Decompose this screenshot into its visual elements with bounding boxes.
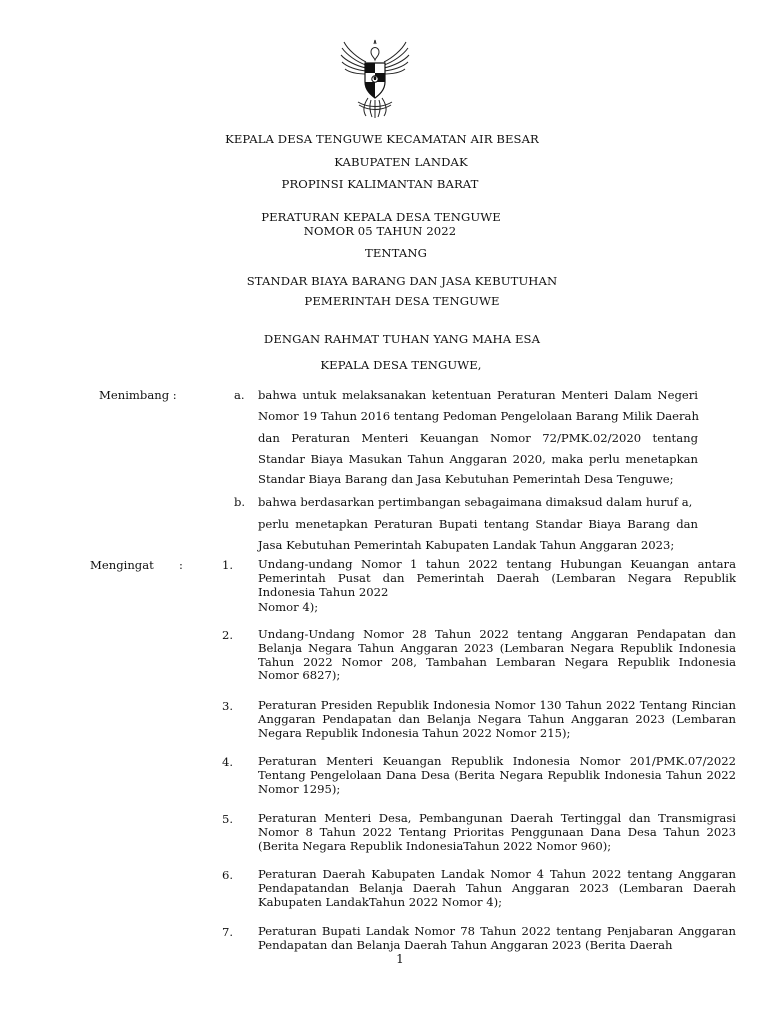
list-item-text: Peraturan Presiden Republik Indonesia Nomor 130 Tahun 2022 Tentang Rincian Anggaran Pendapatan dan Belanja Negara Tahun Anggaran 2023 (Lembaran Negara Republik Indonesia Tahun 2022 Nomor 215); <box>258 698 736 740</box>
list-item-text: Peraturan Menteri Keuangan Republik Indonesia Nomor 201/PMK.07/2022 Tentang Pengelolaan Dana Desa (Berita Negara Republik Indonesia Tahun 2022 Nomor 1295); <box>258 754 736 796</box>
menimbang-marker-a: a. <box>234 388 245 402</box>
grace-line: DENGAN RAHMAT TUHAN YANG MAHA ESA <box>263 332 541 346</box>
authority-line: KEPALA DESA TENGUWE, <box>320 358 482 372</box>
menimbang-b-line: Jasa Kebutuhan Pemerintah Kabupaten Landak Tahun Anggaran 2023; <box>258 538 675 552</box>
item-number: 6. <box>222 868 234 882</box>
about-heading: TENTANG <box>365 246 427 260</box>
item-number: 2. <box>222 628 234 642</box>
list-item-text: Peraturan Daerah Kabupaten Landak Nomor 4 Tahun 2022 tentang Anggaran Pendapatandan Belanja Daerah Tahun Anggaran 2023 (Lembaran Daerah Kabupaten LandakTahun 2022 Nomor 4); <box>258 867 736 909</box>
menimbang-marker-b: b. <box>234 495 246 509</box>
garuda-emblem-icon <box>338 38 412 120</box>
mengingat-label: Mengingat <box>90 558 154 572</box>
header-line-2: KABUPATEN LANDAK <box>334 155 468 169</box>
page-number: 1 <box>396 952 404 966</box>
header-line-1: KEPALA DESA TENGUWE KECAMATAN AIR BESAR <box>225 132 539 146</box>
menimbang-a-line: Standar Biaya Barang dan Jasa Kebutuhan Pemerintah Desa Tenguwe; <box>258 472 674 486</box>
menimbang-a-line: bahwa untuk melaksanakan ketentuan Peraturan Menteri Dalam Negeri <box>258 388 698 402</box>
subject-line-2: PEMERINTAH DESA TENGUWE <box>304 294 500 308</box>
list-item-text: Peraturan Bupati Landak Nomor 78 Tahun 2022 tentang Penjabaran Anggaran Pendapatan dan Belanja Daerah Tahun Anggaran 2023 (Berita Daerah <box>258 925 736 952</box>
menimbang-label: Menimbang : <box>99 388 177 402</box>
list-item-text: Undang-undang Nomor 1 tahun 2022 tentang Hubungan Keuangan antara Pemerintah Pusat dan Pemerintah Daerah (Lembaran Negara Republik Indonesia Tahun 2022 <box>258 557 736 599</box>
list-item-text-tail: Nomor 4); <box>258 600 319 614</box>
mengingat-colon: : <box>179 558 183 572</box>
menimbang-a-line: dan Peraturan Menteri Keuangan Nomor 72/PMK.02/2020 tentang <box>258 431 698 445</box>
item-number: 7. <box>222 925 234 939</box>
menimbang-b-line: bahwa berdasarkan pertimbangan sebagaimana dimaksud dalam huruf a, <box>258 495 693 509</box>
item-number: 3. <box>222 699 234 713</box>
menimbang-a-line: Nomor 19 Tahun 2016 tentang Pedoman Pengelolaan Barang Milik Daerah <box>258 409 699 423</box>
item-number: 1. <box>222 558 234 572</box>
list-item-text: Undang-Undang Nomor 28 Tahun 2022 tentang Anggaran Pendapatan dan Belanja Negara Tahun Anggaran 2023 (Lembaran Negara Republik Indonesia Tahun 2022 Nomor 208, Tambahan Lembaran Negara Republik Indonesia Nomor 6827); <box>258 627 736 683</box>
menimbang-a-line: Standar Biaya Masukan Tahun Anggaran 2020, maka perlu menetapkan <box>258 452 698 466</box>
header-line-3: PROPINSI KALIMANTAN BARAT <box>281 177 479 191</box>
regulation-title: PERATURAN KEPALA DESA TENGUWE <box>261 210 501 224</box>
item-number: 4. <box>222 755 234 769</box>
list-item-text: Peraturan Menteri Desa, Pembangunan Daerah Tertinggal dan Transmigrasi Nomor 8 Tahun 2022 Tentang Prioritas Penggunaan Dana Desa Tahun 2023 (Berita Negara Republik IndonesiaTahun 2022 Nomor 960); <box>258 811 736 853</box>
item-number: 5. <box>222 812 234 826</box>
subject-line-1: STANDAR BIAYA BARANG DAN JASA KEBUTUHAN <box>246 274 558 288</box>
regulation-number: NOMOR 05 TAHUN 2022 <box>303 224 457 238</box>
menimbang-b-line: perlu menetapkan Peraturan Bupati tentang Standar Biaya Barang dan <box>258 517 698 531</box>
